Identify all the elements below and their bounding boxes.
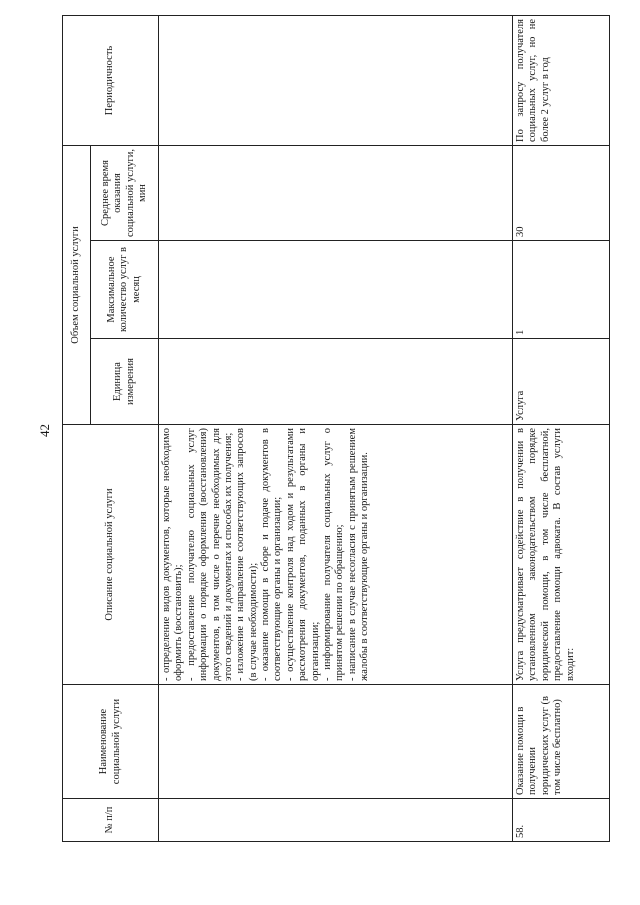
- header-max-count: Максимальное количество услуг в месяц: [91, 241, 159, 339]
- header-description: Описание социальной услуги: [63, 425, 159, 685]
- header-name: Наименование социальной услуги: [63, 685, 159, 799]
- table-row-continuation: [159, 16, 513, 842]
- cell-name-empty: [159, 685, 513, 799]
- header-avg-time: Среднее время оказания социальной услуги, мин: [91, 146, 159, 241]
- services-table: [62, 15, 610, 842]
- header-unit: Единица измерения: [91, 339, 159, 425]
- cell-num-empty: [159, 799, 513, 842]
- table-row-58: [513, 16, 610, 842]
- list-item: - осуществление контроля над ходом и результатами рассмотрения документов, поданных в органы и организации;: [284, 428, 321, 681]
- cell-description-continuation: [159, 425, 513, 685]
- list-item: - изложение и направление соответствующих запросов (в случае необходимости);: [235, 428, 259, 681]
- row58-max-count: 1: [513, 241, 610, 339]
- cell-periodicity-empty: [159, 16, 513, 146]
- cell-max-count-empty: [159, 241, 513, 339]
- row58-description: Услуга предусматривает содействие в получении в установленном законодательством порядке юридической помощи, в том числе бесплатной, предоставление помощи адвоката. В состав услуги входит:: [513, 425, 610, 685]
- list-item: - информирование получателя социальных услуг о принятом решении по обращению;: [321, 428, 346, 681]
- header-volume: Объем социальной услуги: [63, 146, 91, 425]
- header-num: № п/п: [63, 799, 159, 842]
- list-item: - определение видов документов, которые необходимо оформить (восстановить);: [161, 428, 185, 681]
- cell-avg-time-empty: [159, 146, 513, 241]
- list-item: - оказание помощи в сборе и подаче документов в соответствующие органы и организации;: [260, 428, 284, 681]
- cell-unit-empty: [159, 339, 513, 425]
- row58-periodicity: По запросу получателя социальных услуг, но не более 2 услуг в год: [513, 16, 610, 146]
- page-number: 42: [37, 424, 52, 437]
- row58-unit: Услуга: [513, 339, 610, 425]
- list-item: - предоставление получателю социальных услуг информации о порядке оформления (восстановления) документов, в том числе о перечне необходимых для этого сведений и документах и способах их получения;: [185, 428, 234, 681]
- rotated-page: [62, 16, 610, 842]
- row58-num: 58.: [513, 799, 610, 842]
- row58-name: Оказание помощи в получении юридических услуг (в том числе бесплатно): [513, 685, 610, 799]
- row58-avg-time: 30: [513, 146, 610, 241]
- list-item: - написание в случае несогласия с принятым решением жалобы в соответствующие органы и организации.: [346, 428, 370, 681]
- header-periodicity: Периодичность: [63, 16, 159, 146]
